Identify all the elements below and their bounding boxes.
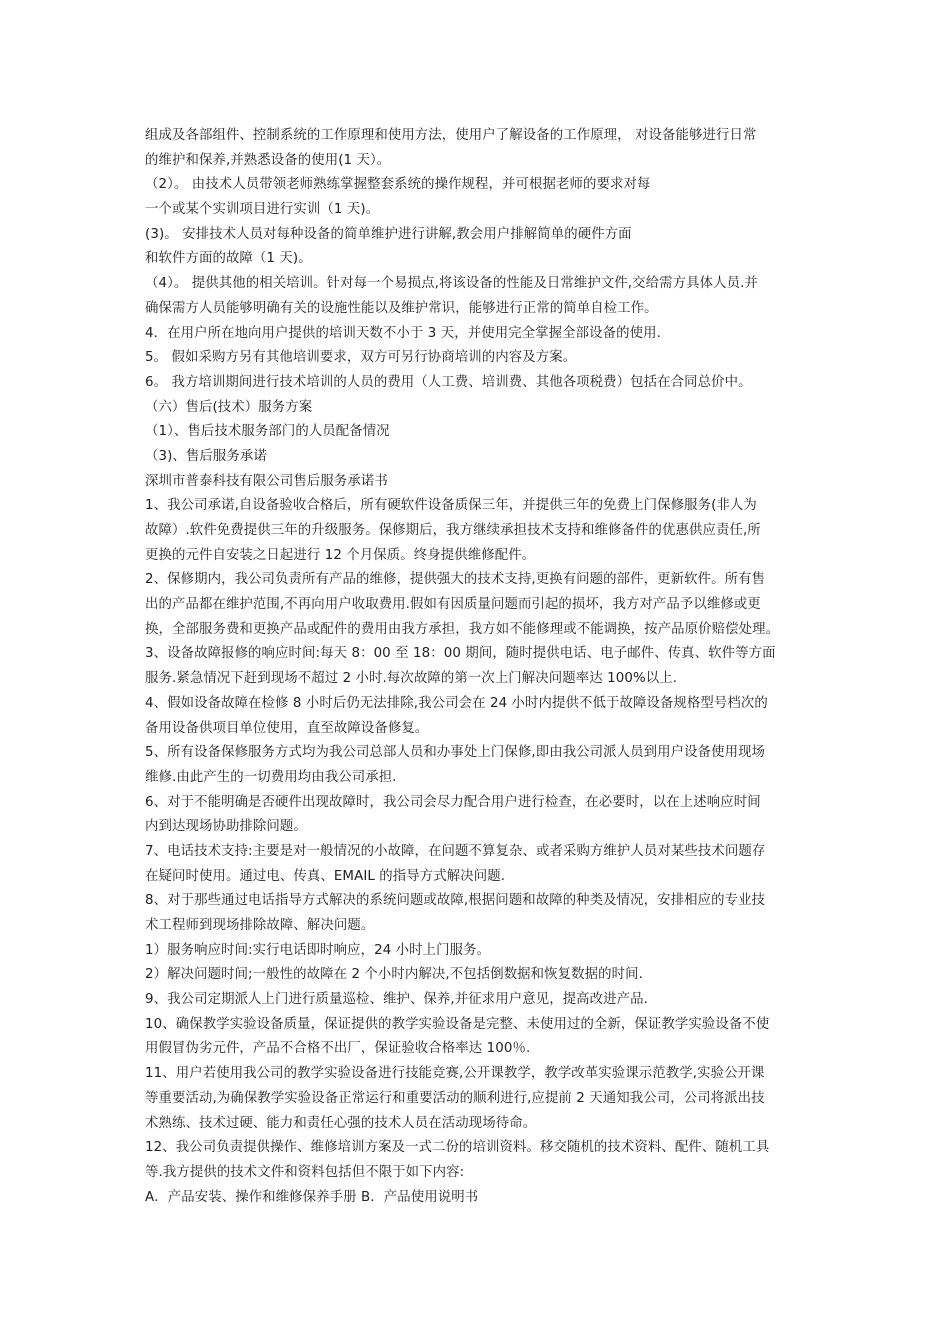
text-line: 6、对于不能明确是否硬件出现故障时，我公司会尽力配合用户进行检查，在必要时，以在上述响应时间 bbox=[145, 794, 761, 810]
text-line: 9、我公司定期派人上门进行质量巡检、维护、保养,并征求用户意见，提高改进产品. bbox=[145, 992, 648, 1008]
text-line: 2）解决问题时间;一般性的故障在 2 个小时内解决,不包括倒数据和恢复数据的时间. bbox=[145, 967, 643, 983]
text-line: 确保需方人员能够明确有关的设施性能以及维护常识，能够进行正常的简单自检工作。 bbox=[145, 300, 658, 316]
text-line: 内到达现场协助排除问题。 bbox=[145, 819, 307, 835]
text-line: 3、设备故障报修的响应时间:每天 8：00 至 18：00 期间，随时提供电话、电子邮件、传真、软件等方面 bbox=[145, 646, 776, 662]
text-line: A．产品安装、操作和维修保养手册 B．产品使用说明书 bbox=[145, 1189, 479, 1205]
text-line: 5。 假如采购方另有其他培训要求，双方可另行协商培训的内容及方案。 bbox=[145, 350, 577, 366]
text-line: 等重要活动,为确保教学实验设备正常运行和重要活动的顺利进行,应提前 2 天通知我公司，公司将派出技 bbox=[145, 1090, 765, 1106]
text-line: 维修.由此产生的一切费用均由我公司承担. bbox=[145, 769, 397, 785]
text-line: 11、用户若使用我公司的教学实验设备进行技能竞赛,公开课教学，教学改革实验课示范教学,实验公开课 bbox=[145, 1066, 765, 1082]
text-line: 5、所有设备保修服务方式均为我公司总部人员和办事处上门保修,即由我公司派人员到用户设备使用现场 bbox=[145, 745, 766, 761]
text-line: （4）。 提供其他的相关培训。针对每一个易损点,将该设备的性能及日常维护文件,交给需方具体人员.并 bbox=[145, 276, 758, 292]
text-line: 2、保修期内，我公司负责所有产品的维修，提供强大的技术支持,更换有问题的部件，更新软件。所有售 bbox=[145, 572, 766, 588]
text-line: 服务.紧急情况下赶到现场不超过 2 小时.每次故障的第一次上门解决问题率达 100%以上. bbox=[145, 671, 678, 687]
document-body bbox=[145, 124, 825, 1210]
text-line: 换，全部服务费和更换产品或配件的费用由我方承担，我方如不能修理或不能调换，按产品原价赔偿处理。 bbox=[145, 621, 780, 637]
text-line: 8、对于那些通过电话指导方式解决的系统问题或故障,根据问题和故障的种类及情况，安排相应的专业技 bbox=[145, 893, 766, 909]
text-line: 的维护和保养,并熟悉设备的使用(1 天）。 bbox=[145, 152, 391, 168]
text-line: （3)、售后服务承诺 bbox=[145, 448, 267, 464]
text-line: 故障）.软件免费提供三年的升级服务。保修期后，我方继续承担技术支持和维修备件的优惠供应责任,所 bbox=[145, 523, 761, 538]
section-heading: （六）售后(技术）服务方案 bbox=[145, 399, 313, 415]
text-line: 4、假如设备故障在检修 8 小时后仍无法排除,我公司会在 24 小时内提供不低于故障设备规格型号档次的 bbox=[145, 695, 768, 711]
text-line: 7、电话技术支持:主要是对一般情况的小故障，在问题不算复杂、或者采购方维护人员对某些技术问题存 bbox=[145, 843, 766, 859]
text-line: 1）服务响应时间:实行电话即时响应，24 小时上门服务。 bbox=[145, 942, 491, 958]
text-line: 用假冒伪劣元件，产品不合格不出厂，保证验收合格率达 100％. bbox=[145, 1041, 531, 1057]
text-line: 出的产品都在维护范围,不再向用户收取费用.假如有因质量问题而引起的损坏，我方对产品予以维修或更 bbox=[145, 597, 761, 613]
text-line: 组成及各部组件、控制系统的工作原理和使用方法，使用户了解设备的工作原理， 对设备能够进行日常 bbox=[145, 128, 757, 143]
text-line: 更换的元件自安装之日起进行 12 个月保质。终身提供维修配件。 bbox=[145, 547, 536, 563]
text-line: 备用设备供项目单位使用，直至故障设备修复。 bbox=[145, 720, 429, 736]
text-line: 术熟练、技术过硬、能力和责任心强的技术人员在活动现场待命。 bbox=[145, 1115, 537, 1131]
text-line: 10、确保教学实验设备质量，保证提供的教学实验设备是完整、未使用过的全新，保证教学实验设备不使 bbox=[145, 1016, 770, 1032]
text-line: 一个或某个实训项目进行实训（1 天)。 bbox=[145, 202, 380, 218]
text-line: 6。 我方培训期间进行技术培训的人员的费用（人工费、培训费、其他各项税费）包括在合同总价中。 bbox=[145, 374, 752, 390]
text-line: 和软件方面的故障（1 天)。 bbox=[145, 251, 312, 267]
text-line: 术工程师到现场排除故障、解决问题。 bbox=[145, 918, 375, 933]
text-line: (3)。 安排技术人员对每种设备的简单维护进行讲解,教会用户排解简单的硬件方面 bbox=[145, 226, 632, 242]
text-line: 1、我公司承诺,自设备验收合格后，所有硬软件设备质保三年，并提供三年的免费上门保修服务(非人为 bbox=[145, 498, 757, 514]
text-line: 12、我公司负责提供操作、维修培训方案及一式二份的培训资料。移交随机的技术资料、配件、随机工具 bbox=[145, 1140, 770, 1156]
document-title: 深圳市普泰科技有限公司售后服务承诺书 bbox=[145, 473, 388, 489]
text-line: （2）。 由技术人员带领老师熟练掌握整套系统的操作规程，并可根据老师的要求对每 bbox=[145, 177, 651, 193]
text-line: （1）、售后技术服务部门的人员配备情况 bbox=[145, 424, 390, 440]
text-line: 4．在用户所在地向用户提供的培训天数不小于 3 天，并使用完全掌握全部设备的使用. bbox=[145, 325, 661, 341]
text-line: 等.我方提供的技术文件和资料包括但不限于如下内容: bbox=[145, 1164, 465, 1180]
text-line: 在疑问时使用。通过电、传真、EMAIL 的指导方式解决问题. bbox=[145, 868, 506, 884]
